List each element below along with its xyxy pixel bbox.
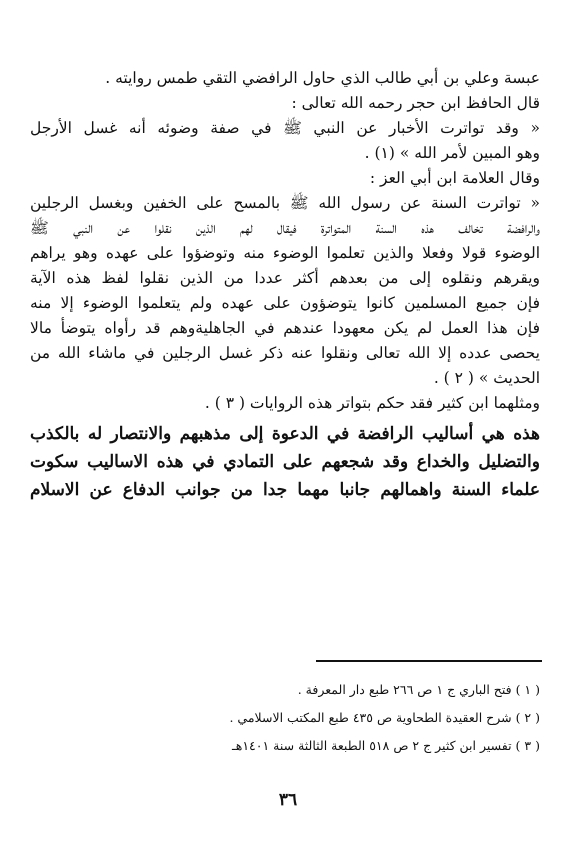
footnote: ( ٢ ) شرح العقيدة الطحاوية ص ٤٣٥ طبع المكتب الاسلامي .	[229, 710, 540, 725]
main-text	[30, 66, 540, 504]
text-line: ويقرهم ونقلوه إلى من بعدهم أكثر عددا من الذين نقلوا لفظ هذه الآية	[30, 269, 540, 287]
text-line: فإن هذا العمل لم يكن معهودا عندهم في الجاهليةوهم قد رأواه يتوضأ مالا	[30, 319, 540, 337]
text-line: فإن جميع المسلمين كانوا يتوضؤون على عهده ولم يتعلموا الوضوء إلا منه	[30, 294, 540, 312]
text-line: « تواترت السنة عن رسول الله ﷺ بالمسح على الخفين وبغسل الرجلين	[30, 194, 540, 212]
text-line: عبسة وعلي بن أبي طالب الذي حاول الرافضي التقي طمس روايته .	[105, 69, 540, 87]
footnote: ( ١ ) فتح الباري ج ١ ص ٢٦٦ طبع دار المعرفة .	[297, 682, 540, 697]
text-line: الحديث » ( ٢ ) .	[433, 369, 540, 387]
text-line: الوضوء قولا وفعلا والذين تعلموا الوضوء منه وتوضؤوا على عهده وهو يراهم	[30, 244, 540, 262]
text-line: ومثلهما ابن كثير فقد حكم بتواتر هذه الروايات ( ٣ ) .	[204, 394, 540, 412]
footnote: ( ٣ ) تفسير ابن كثير ج ٢ ص ٥١٨ الطبعة الثالثة سنة ١٤٠١هـ	[232, 738, 540, 753]
text-line: قال الحافظ ابن حجر رحمه الله تعالى :	[291, 94, 540, 112]
text-line: والرافضة تخالف هذه السنة المتواترة فيقال لهم الذين نقلوا عن النبي ﷺ	[30, 219, 540, 237]
text-line: والتضليل والخداع وقد شجعهم على التمادي في هذه الاساليب سكوت	[30, 452, 540, 472]
footnote-divider	[316, 660, 542, 662]
text-line: علماء السنة واهمالهم جانبا مهما جدا من جوانب الدفاع عن الاسلام	[30, 480, 540, 500]
text-line: وهو المبين لأمر الله » (١) .	[364, 144, 540, 162]
text-line: هذه هي أساليب الرافضة في الدعوة إلى مذهبهم والانتصار له بالكذب	[30, 424, 540, 444]
page-number: ٣٦	[278, 790, 298, 810]
text-line: يحصى عدده إلا الله تعالى ونقلوا عنه ذكر غسل الرجلين في ماشاء الله من	[30, 344, 540, 362]
footnotes	[180, 676, 540, 760]
text-line: وقال العلامة ابن أبي العز :	[369, 169, 540, 187]
text-line: « وقد تواترت الأخبار عن النبي ﷺ في صفة وضوئه أنه غسل الأرجل	[30, 119, 540, 137]
